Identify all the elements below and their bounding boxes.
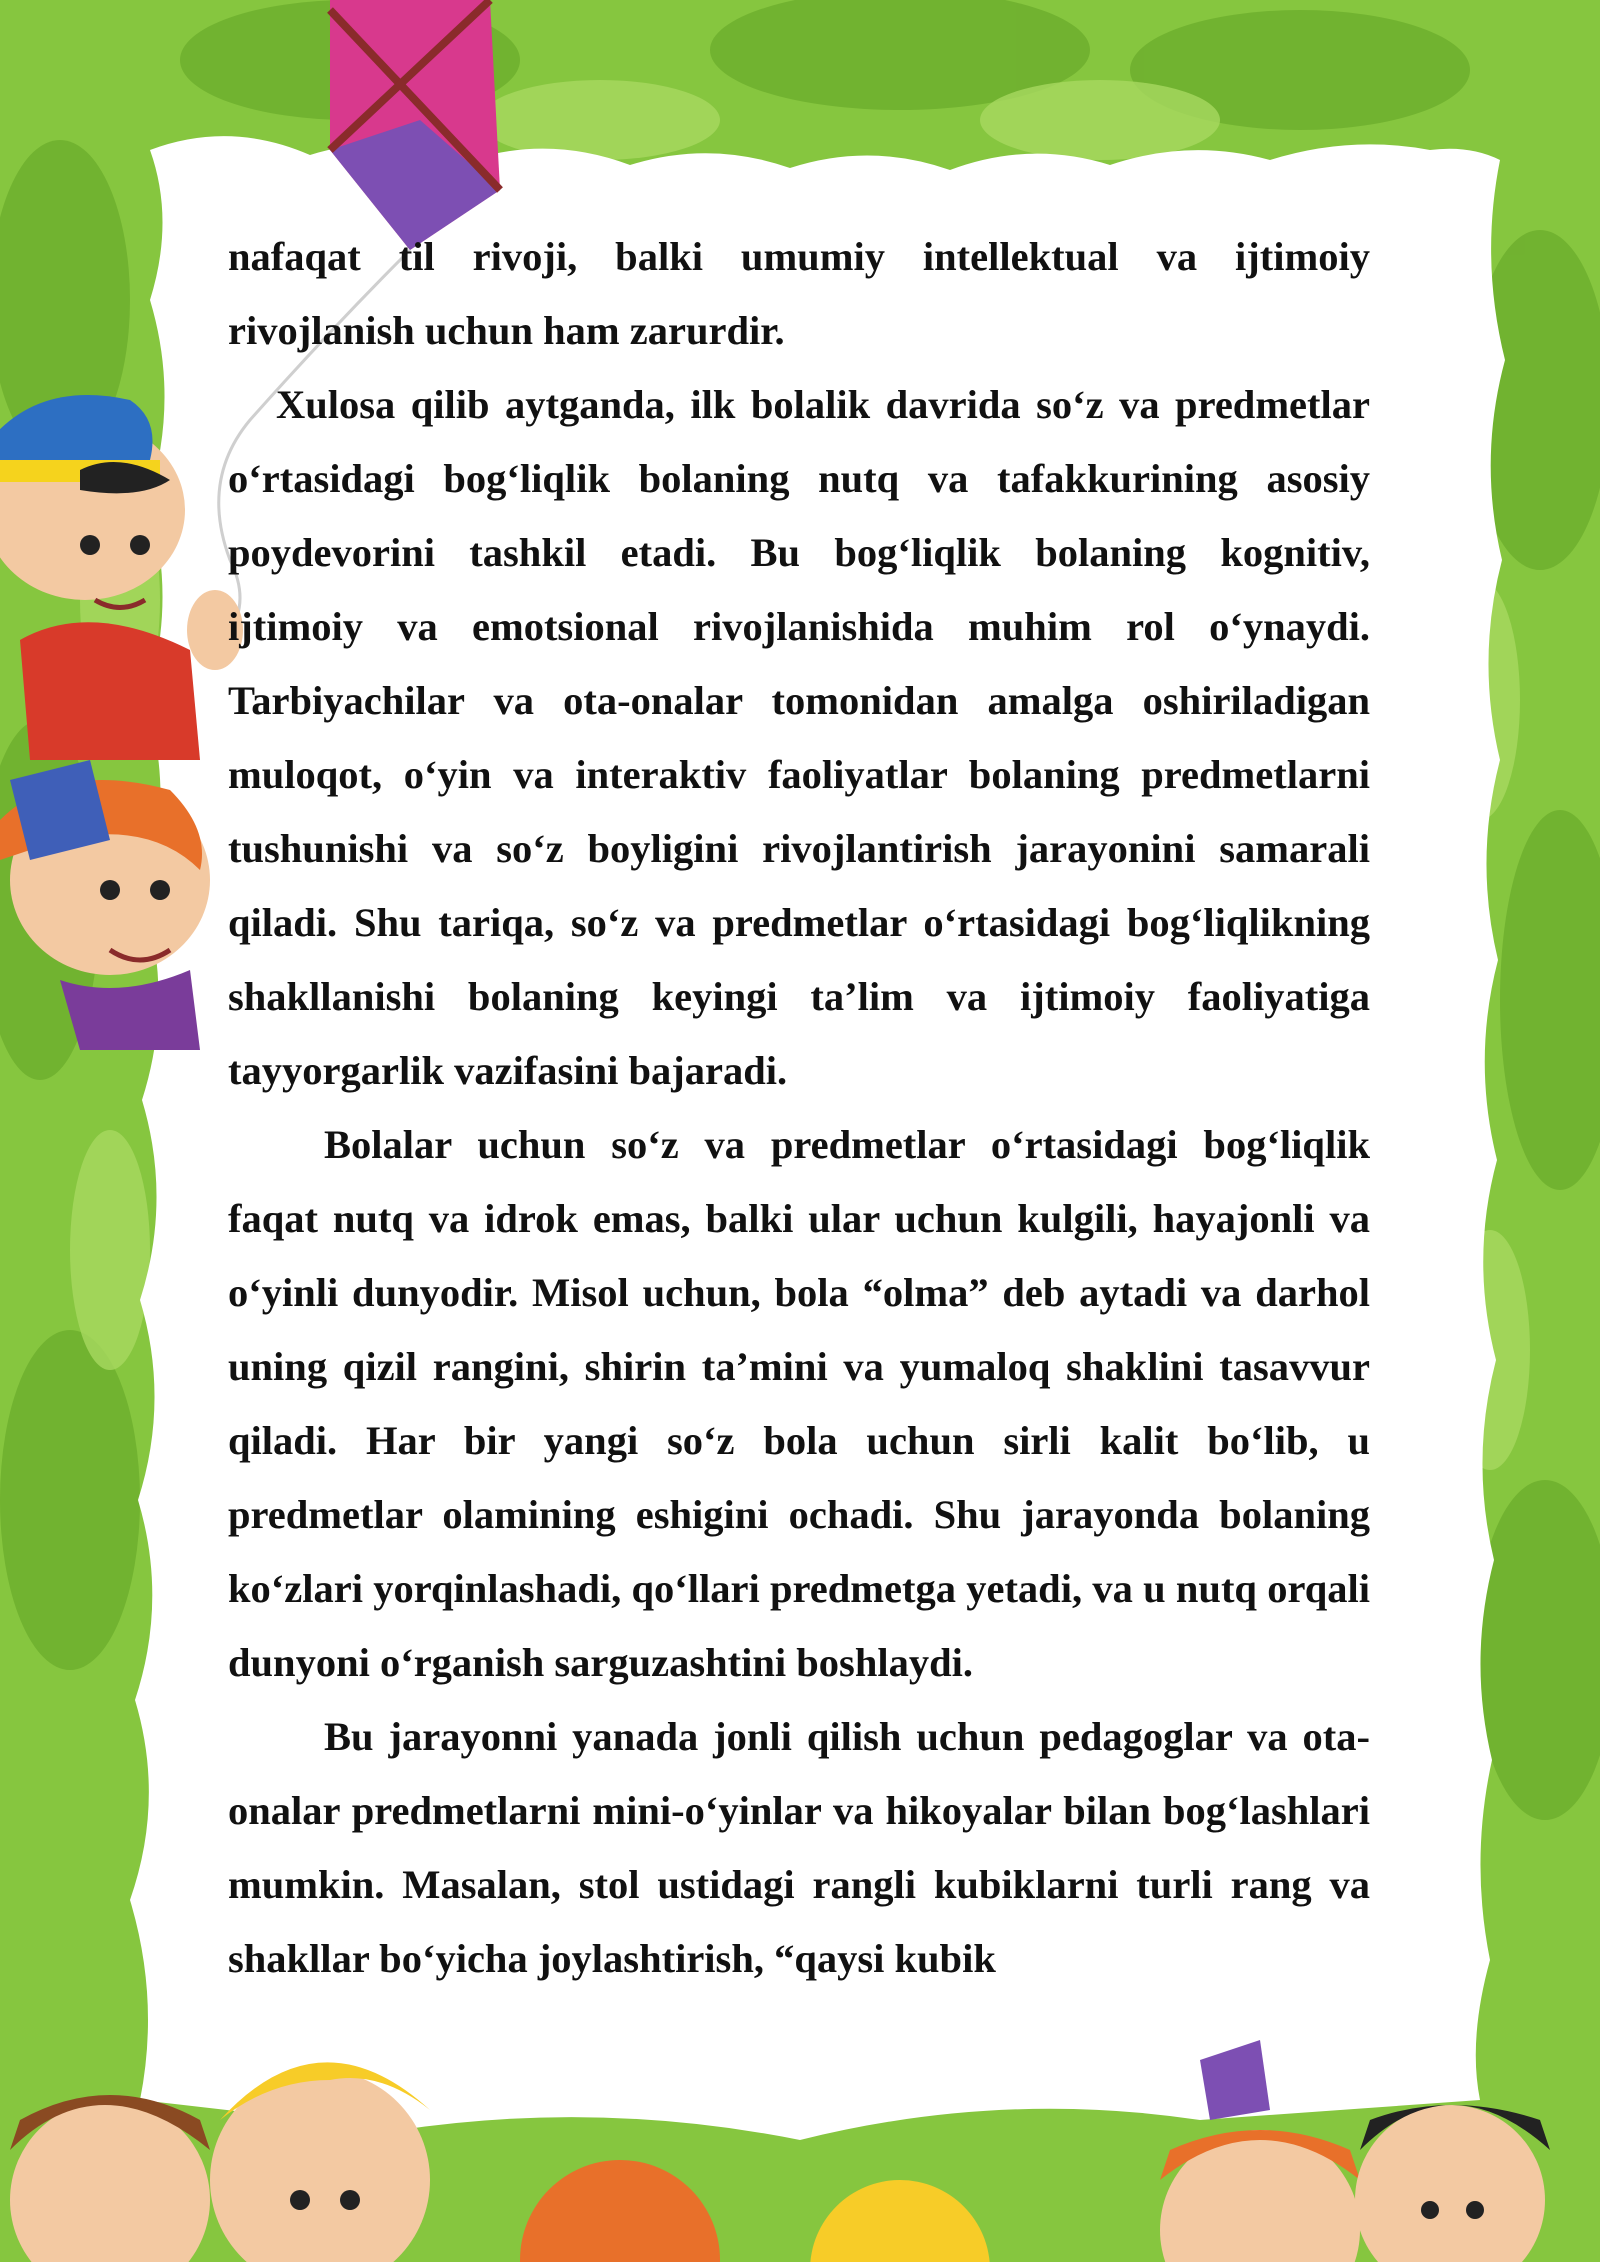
paragraph-2: Xulosa qilib aytganda, ilk bolalik davrida so‘z va predmetlar o‘rtasidagi bog‘liqlik bolaning nutq va tafakkurining asosiy poydevorini tashkil etadi. Bu bog‘liqlik bolaning kognitiv, ijtimoiy va emotsional rivojlanishida muhim rol o‘ynaydi. Tarbiyachilar va ota-onalar tomonidan amalga oshiriladigan muloqot, o‘yin va interaktiv faoliyatlar bolaning predmetlarni tushunishi va so‘z boyligini rivojlantirish jarayonini samarali qiladi. Shu tariqa, so‘z va predmetlar o‘rtasidagi bog‘liqlikning shakllanishi bolaning keyingi ta’lim va ijtimoiy faoliyatiga tayyorgarlik vazifasini bajaradi. [228, 382, 1370, 1093]
main-text [228, 220, 1370, 1996]
paragraph-3: Bolalar uchun so‘z va predmetlar o‘rtasidagi bog‘liqlik faqat nutq va idrok emas, balki ular uchun kulgili, hayajonli va o‘yinli dunyodir. Misol uchun, bola “olma” deb aytadi va darhol uning qizil rangini, shirin ta’mini va yumaloq shaklini tasavvur qiladi. Har bir yangi so‘z bola uchun sirli kalit bo‘lib, u predmetlar olamining eshigini ochadi. Shu jarayonda bolaning ko‘zlari yorqinlashadi, qo‘llari predmetga yetadi, va u nutq orqali dunyoni o‘rganish sarguzashtini boshlaydi. [228, 1122, 1370, 1685]
paragraph-4: Bu jarayonni yanada jonli qilish uchun pedagoglar va ota-onalar predmetlarni mini-o‘yinlar va hikoyalar bilan bog‘lashlari mumkin. Masalan, stol ustidagi rangli kubiklarni turli rang va shakllar bo‘yicha joylashtirish, “qaysi kubik [228, 1714, 1370, 1981]
paragraph-1: nafaqat til rivoji, balki umumiy intellektual va ijtimoiy rivojlanish uchun ham zarurdir. [228, 234, 1370, 353]
